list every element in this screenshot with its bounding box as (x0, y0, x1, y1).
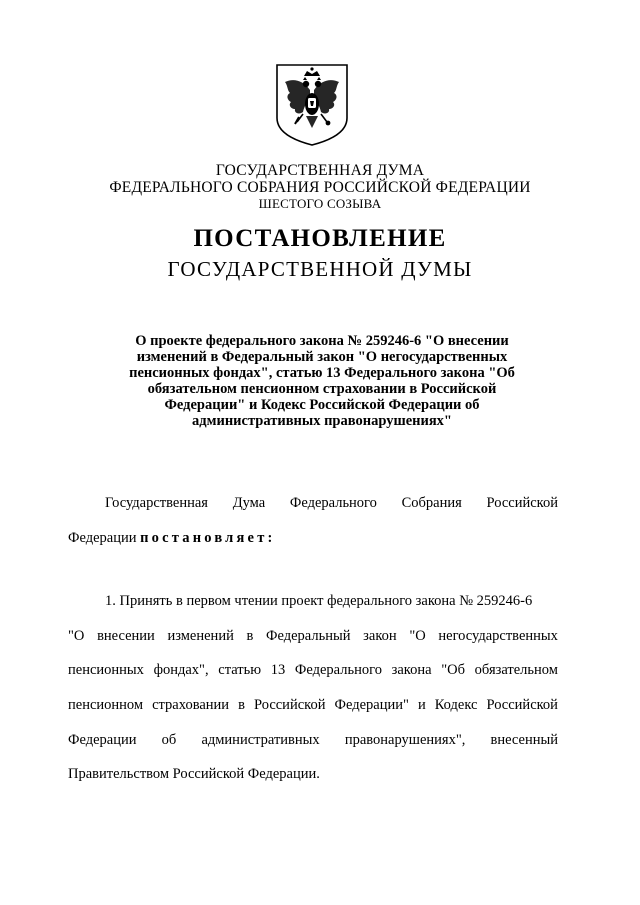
paragraph-line (68, 486, 558, 521)
word: "О (68, 627, 85, 644)
word: в (246, 627, 254, 644)
word: "Об (441, 662, 465, 679)
word: Российской (486, 495, 558, 511)
word: правонарушениях", (344, 731, 466, 748)
word: Государственная (105, 495, 208, 511)
word: внесении (97, 627, 155, 644)
subject-line: Федерации" и Кодекс Российской Федерации об (164, 397, 480, 413)
word: и (417, 697, 426, 714)
word: Федерации" (334, 697, 409, 714)
word: 13 (270, 662, 286, 679)
org-name-line-1: ГОСУДАРСТВЕННАЯ ДУМА (215, 162, 425, 179)
resolution-subject (108, 333, 536, 429)
intro-text: Федерации (68, 529, 141, 546)
word: Федерального (294, 662, 382, 679)
word: Дума (232, 495, 266, 511)
document-title: ПОСТАНОВЛЕНИЕ (193, 225, 447, 252)
word: закона (391, 662, 432, 679)
subject-line: обязательном пенсионном страховании в Российской (147, 381, 497, 397)
paragraph-line: 1. Принять в первом чтении проект федерального закона № 259246-6 (105, 593, 533, 609)
word: Кодекс (434, 697, 478, 714)
paragraph-line (68, 723, 558, 758)
subject-line: административных правонарушениях" (192, 413, 452, 429)
org-name-line-2: ФЕДЕРАЛЬНОГО СОБРАНИЯ РОССИЙСКОЙ ФЕДЕРАЦИИ (109, 179, 531, 196)
word: фондах", (153, 662, 209, 679)
word: в (238, 697, 245, 714)
convocation-line: ШЕСТОГО СОЗЫВА (258, 196, 382, 211)
word: административных (201, 731, 320, 748)
word: Федерального (289, 495, 377, 511)
word: Российской (486, 697, 558, 714)
word: пенсионных (68, 662, 144, 679)
word: Российской (254, 697, 326, 714)
word: Федеральный (266, 627, 351, 644)
word: внесенный (490, 731, 558, 748)
document-subtitle: ГОСУДАРСТВЕННОЙ ДУМЫ (167, 257, 473, 281)
paragraph-line (68, 619, 558, 654)
word: изменений (167, 627, 234, 644)
paragraph-line: Правительством Российской Федерации. (68, 766, 320, 783)
paragraph-line (68, 688, 558, 723)
coat-of-arms-icon (273, 62, 351, 148)
subject-line: О проекте федерального закона № 259246-6 "О внесении (135, 333, 509, 349)
word: закон (363, 627, 397, 644)
intro-paragraph (68, 486, 558, 555)
word: об (161, 731, 177, 748)
item-1-paragraph (68, 584, 558, 792)
resolves-emphasis: постановляет: (140, 529, 276, 546)
word: негосударственных (438, 627, 558, 644)
word: страховании (152, 697, 230, 714)
paragraph-line (68, 521, 558, 556)
word: пенсионном (68, 697, 144, 714)
word: Собрания (401, 495, 462, 511)
paragraph-line (68, 653, 558, 688)
word: Федерации (68, 731, 137, 748)
subject-line: изменений в Федеральный закон "О негосударственных (136, 349, 508, 365)
word: "О (409, 627, 426, 644)
word: статью (218, 662, 262, 679)
word: обязательном (474, 662, 558, 679)
subject-line: пенсионных фондах", статью 13 Федерального закона "Об (129, 365, 515, 381)
